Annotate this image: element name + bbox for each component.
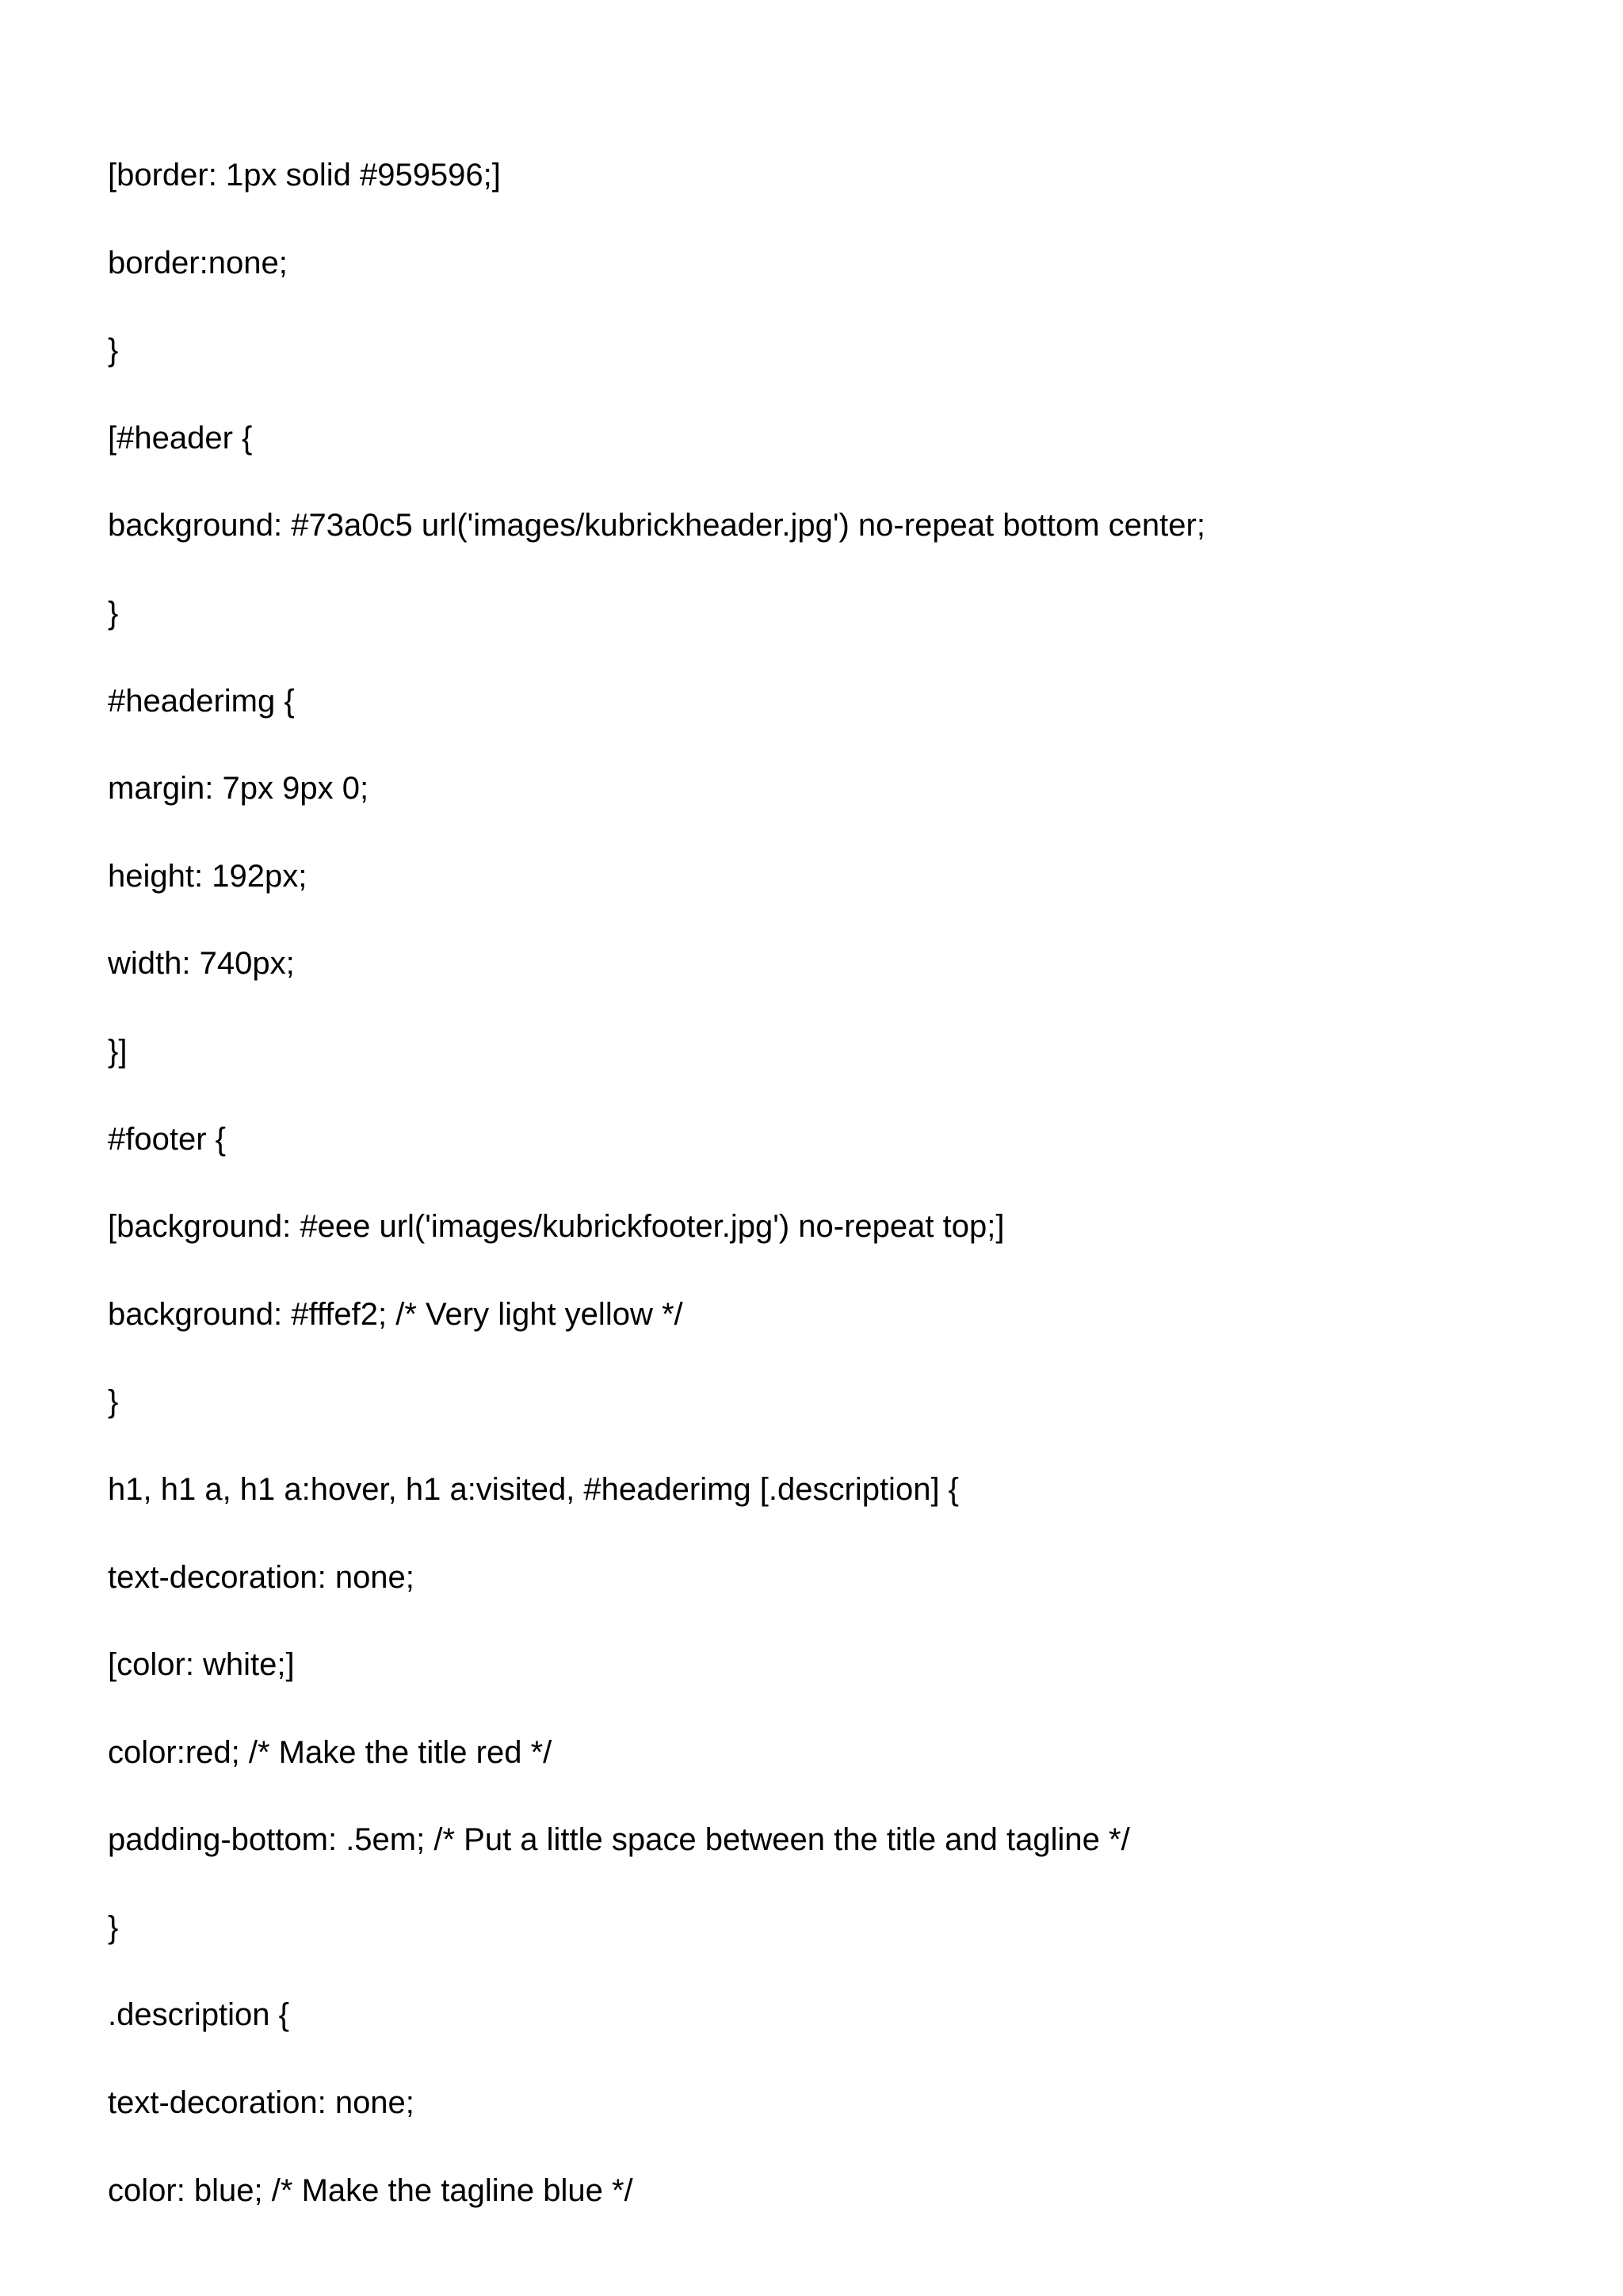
code-line: margin: 7px 9px 0; — [108, 771, 369, 807]
code-line: text-decoration: none; — [108, 1559, 414, 1595]
code-line: color: blue; /* Make the tagline blue */ — [108, 2172, 633, 2208]
code-line: [#header { — [108, 420, 253, 456]
code-line: text-decoration: none; — [108, 2085, 414, 2121]
code-line: [color: white;] — [108, 1647, 295, 1683]
code-line: background: #fffef2; /* Very light yellow */ — [108, 1296, 683, 1332]
code-line: [border: 1px solid #959596;] — [108, 158, 501, 193]
code-line: }] — [108, 1033, 128, 1069]
code-line: } — [108, 595, 119, 631]
code-line: background: #73a0c5 url('images/kubrickheader.jpg') no-repeat bottom center; — [108, 508, 1205, 543]
code-line: h1, h1 a, h1 a:hover, h1 a:visited, #headerimg [.description] { — [108, 1471, 960, 1507]
code-line: } — [108, 333, 119, 368]
code-line: #footer { — [108, 1121, 227, 1157]
code-line: border:none; — [108, 245, 288, 280]
code-listing — [108, 153, 1574, 2256]
code-line: height: 192px; — [108, 858, 307, 894]
code-line: #headerimg { — [108, 683, 295, 719]
code-line: [background: #eee url('images/kubrickfooter.jpg') no-repeat top;] — [108, 1209, 1005, 1245]
code-line: padding-bottom: .5em; /* Put a little space between the title and tagline */ — [108, 1822, 1130, 1858]
code-line: width: 740px; — [108, 946, 295, 982]
code-line: color:red; /* Make the title red */ — [108, 1734, 552, 1770]
code-line: } — [108, 1384, 119, 1420]
code-line: } — [108, 1909, 119, 1945]
code-line: .description { — [108, 1997, 290, 2033]
